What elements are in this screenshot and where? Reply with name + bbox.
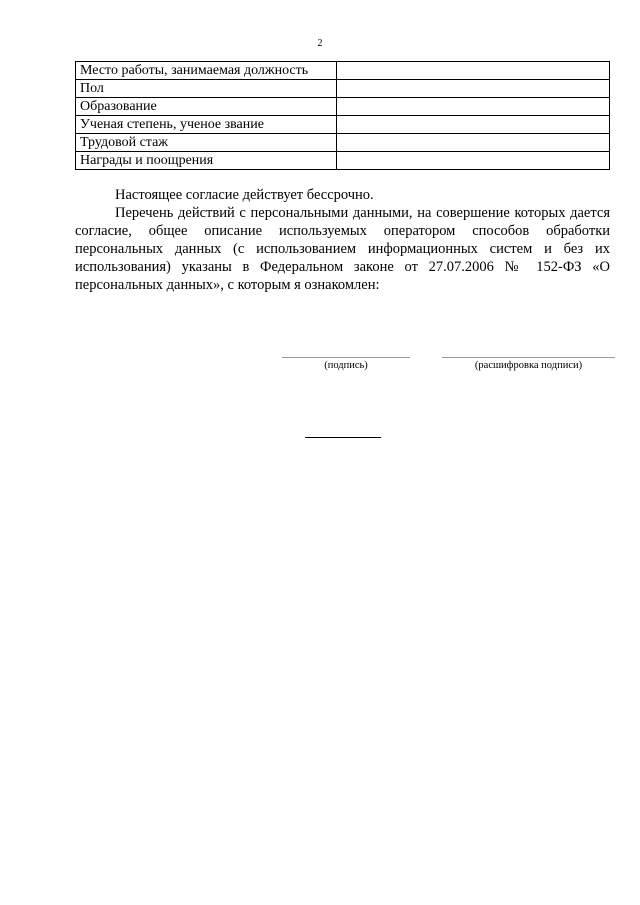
end-of-document-rule [305,437,381,438]
signature-line [282,357,410,358]
table-row [76,98,610,116]
table-row [76,80,610,98]
row-value [337,134,610,152]
row-label: Место работы, занимаемая должность [76,62,337,80]
signature-decode-line [442,357,615,358]
validity-paragraph: Настоящее согласие действует бессрочно. [115,187,374,203]
table-row [76,152,610,170]
row-label: Трудовой стаж [76,134,337,152]
page-number: 2 [317,38,323,49]
row-value [337,98,610,116]
signature-decode-caption: (расшифровка подписи) [474,360,583,371]
row-value [337,152,610,170]
table-row [76,116,610,134]
actions-paragraph: Перечень действий с персональными данными, на совершение которых дается согласие, общее описание используемых оператором способов обработки персональных данных (с использованием информационных систем и без их использования) указаны в Федеральном законе от 27.07.2006 № 152-ФЗ «О персональных данных», с которым я ознакомлен: [75,205,610,293]
row-label: Ученая степень, ученое звание [76,116,337,134]
personal-data-table [75,61,610,170]
table-row [76,134,610,152]
row-label: Награды и поощрения [76,152,337,170]
table-row [76,62,610,80]
body-text [75,186,610,294]
row-value [337,62,610,80]
row-value [337,116,610,134]
signature-caption: (подпись) [324,360,368,371]
row-value [337,80,610,98]
row-label: Пол [76,80,337,98]
row-label: Образование [76,98,337,116]
